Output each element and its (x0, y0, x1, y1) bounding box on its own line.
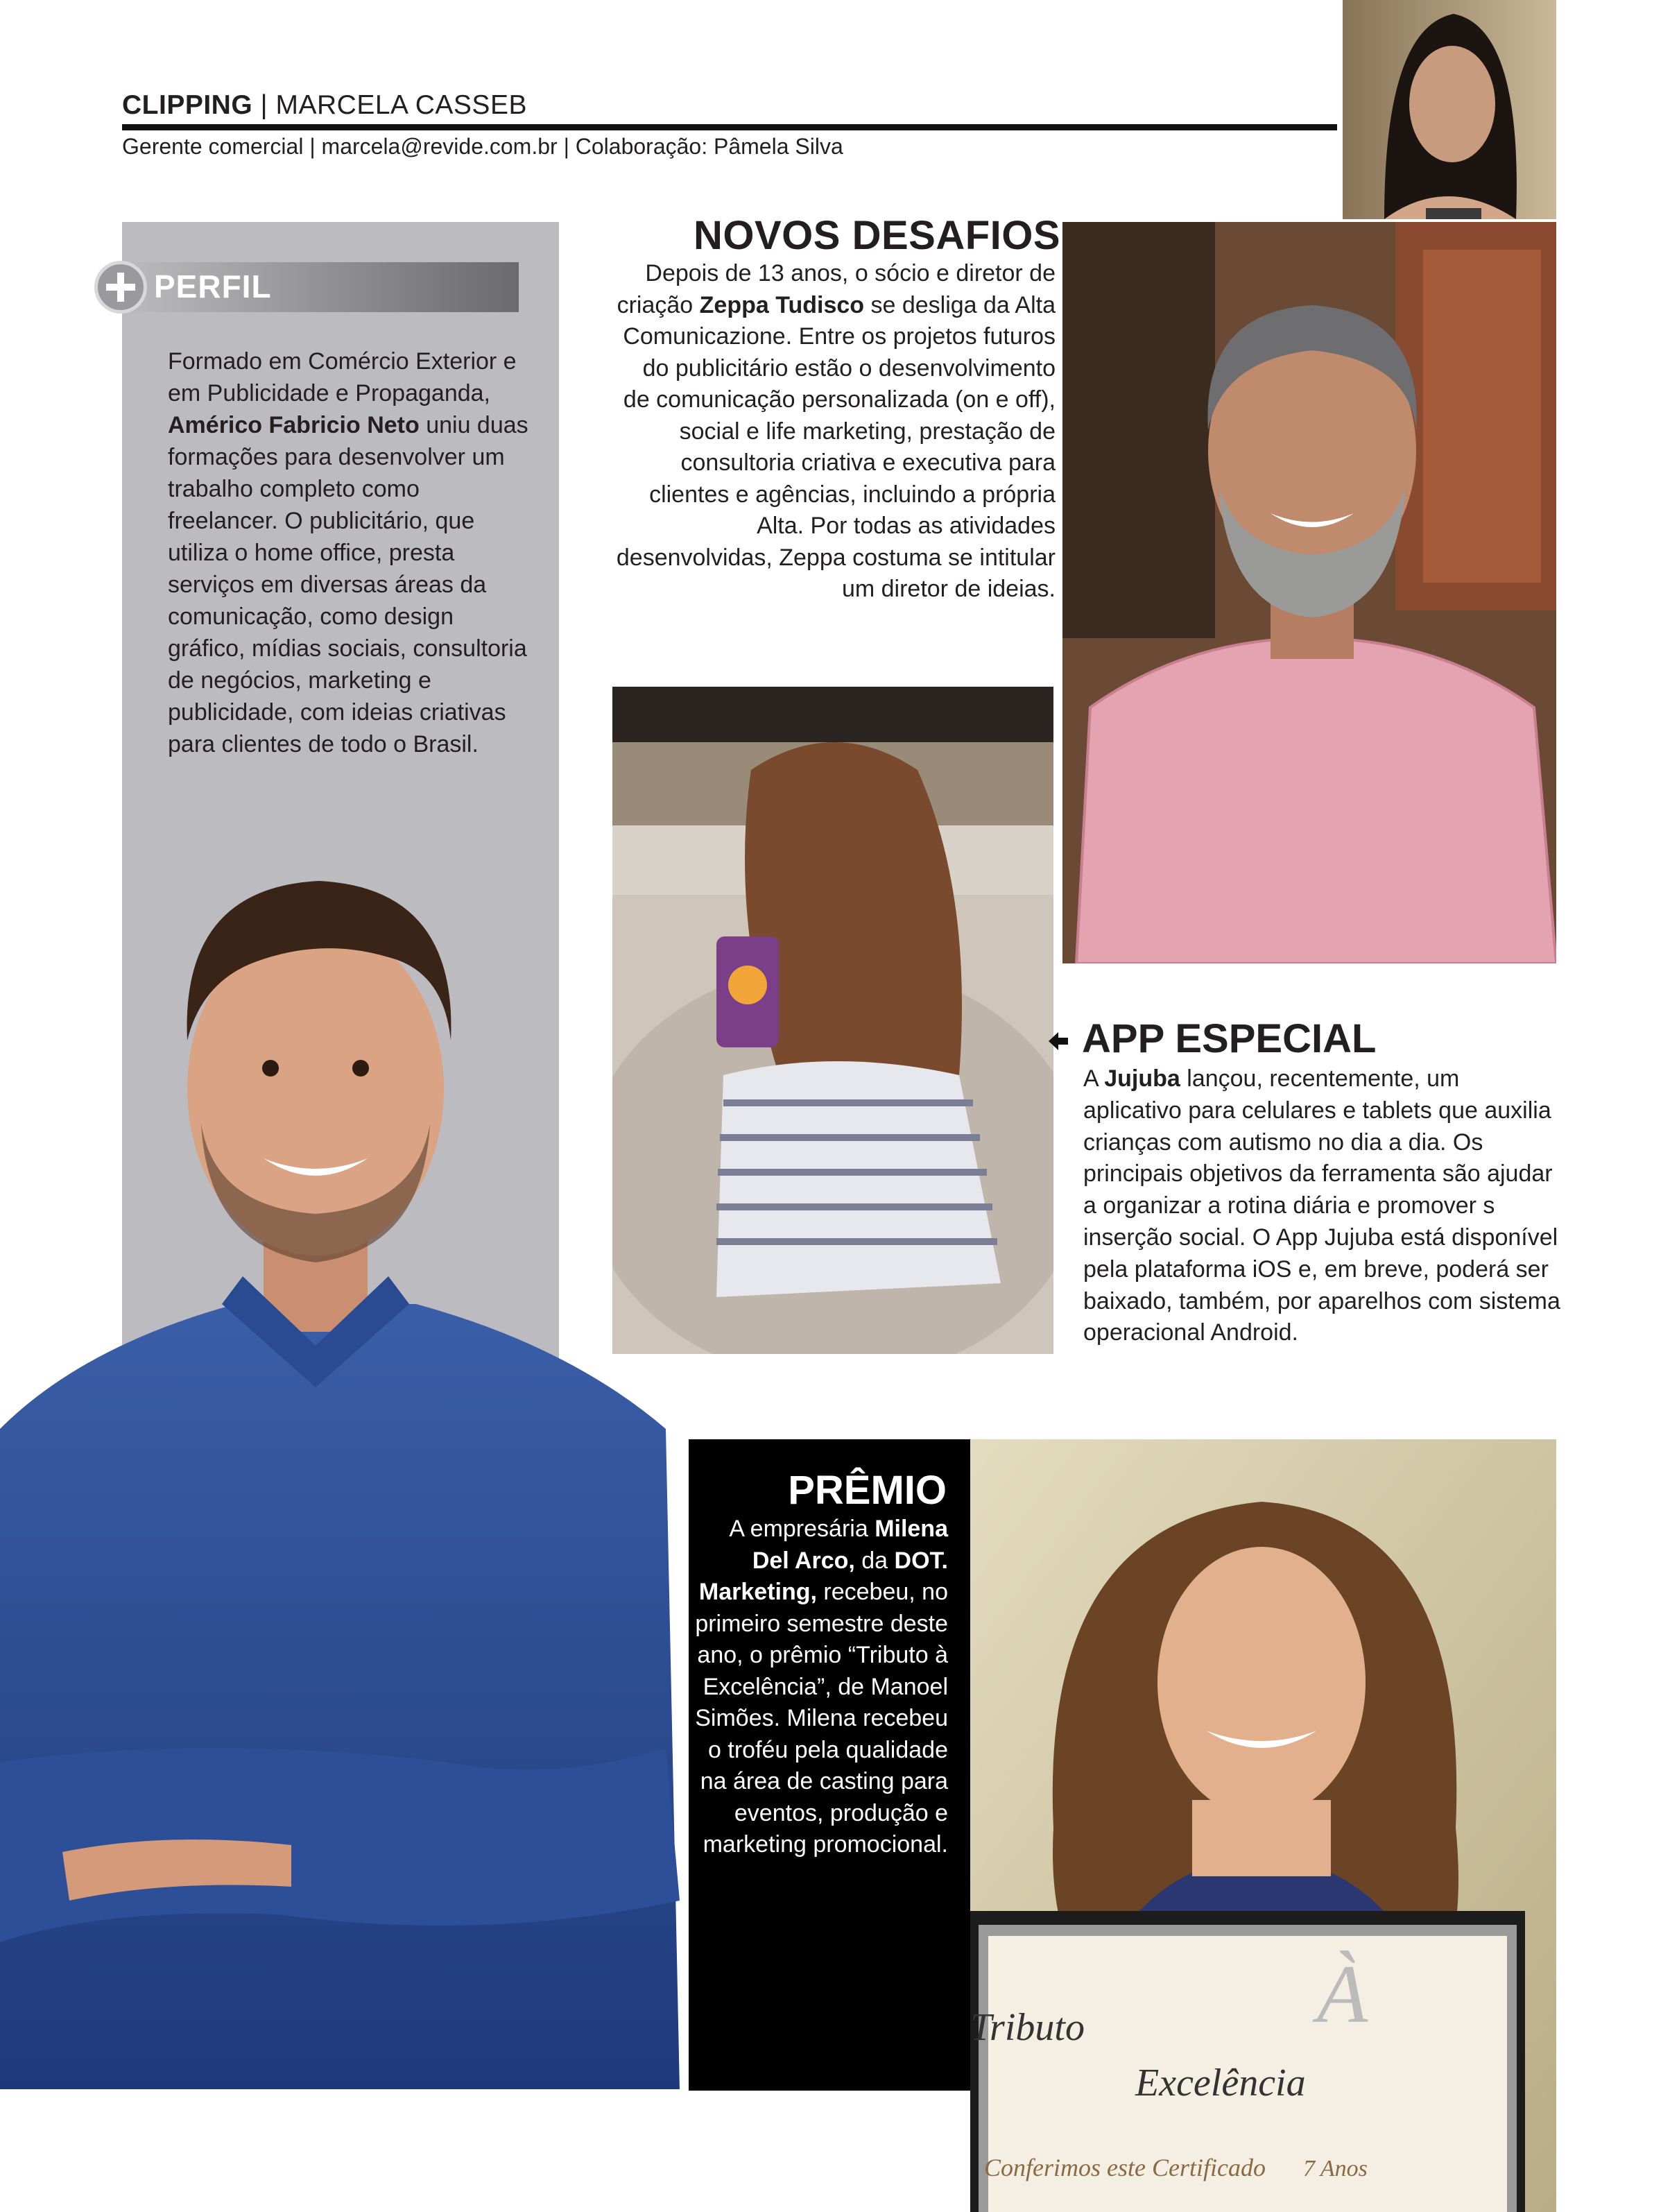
section-label: CLIPPING (122, 90, 253, 120)
perfil-text-body: uniu duas formações para desenvolver um trabalho completo como freelancer. O publicitário, que utiliza o home office, presta serviços em diversas áreas da comunicação, como design gráfico, mídias sociais, consultoria de negócios, marketing e publicidade, com ideias criativas para clientes de todo o Brasil. (168, 412, 528, 757)
header-separator: | (260, 90, 268, 120)
premio-person-name: Milena Del Arco, (752, 1516, 948, 1574)
perfil-title: PERFIL (154, 268, 272, 305)
premio-text-body: recebeu, no primeiro semestre deste ano, o prêmio “Tributo à Excelência”, de Manoel Simões. Milena recebeu o troféu pela qualidade na área de casting para eventos, produção e marketing promocional. (695, 1579, 948, 1858)
plus-icon-bar (117, 273, 124, 302)
columnist-name: MARCELA CASSEB (275, 90, 527, 120)
app-especial-text (1083, 1063, 1562, 1349)
plaque-text: Conferimos este Certificado (984, 2154, 1266, 2181)
perfil-person-name: Américo Fabricio Neto (168, 412, 420, 438)
plaque-years: 7 Anos (1303, 2156, 1368, 2181)
novos-desafios-title: NOVOS DESAFIOS (694, 213, 1061, 258)
premio-text-connector: da (854, 1547, 895, 1574)
premio-text (689, 1514, 948, 1861)
plaque-title-line2: Excelência (1135, 2061, 1306, 2104)
novos-desafios-text (610, 258, 1056, 606)
app-especial-text-body: lançou, recentemente, um aplicativo para celulares e tablets que auxilia crianças com autismo no dia a dia. Os principais objetivos da ferramenta são ajudar a organizar a rotina diária e promover s inserção social. O App Jujuba está disponível pela plataforma iOS e, em breve, poderá ser baixado, também, por aparelhos com sistema operacional Android. (1083, 1065, 1560, 1346)
novos-desafios-person-name: Zeppa Tudisco (699, 291, 865, 318)
arrow-left-icon (1044, 1027, 1074, 1056)
column-header (122, 90, 527, 121)
premio-photo (970, 1439, 1556, 2212)
novos-desafios-photo (1062, 222, 1556, 963)
perfil-portrait-photo (0, 860, 680, 2089)
premio-company-name: DOT. Marketing, (698, 1547, 948, 1605)
app-especial-text-intro: A (1083, 1065, 1105, 1092)
premio-text-intro: A empresária (729, 1516, 875, 1542)
perfil-text-intro: Formado em Comércio Exterior e em Publicidade e Propaganda, (168, 348, 517, 406)
header-subline: Gerente comercial | marcela@revide.com.br | Colaboração: Pâmela Silva (122, 134, 843, 159)
columnist-photo (1343, 0, 1556, 219)
perfil-text (168, 345, 528, 760)
plaque-title-line1: Tributo (970, 2006, 1085, 2049)
header-rule (122, 124, 1337, 130)
novos-desafios-text-body: se desliga da Alta Comunicazione. Entre os projetos futuros do publicitário estão o desenvolvimento de comunicação personalizada (on e off), social e life marketing, prestação de consultoria criativa e executiva para clientes e agências, incluindo a própria Alta. Por todas as atividades desenvolvidas, Zeppa costuma se intitular um diretor de ideias. (616, 291, 1056, 602)
app-especial-photo (612, 687, 1053, 1354)
premio-title: PRÊMIO (788, 1468, 947, 1513)
novos-desafios-text-intro: Depois de 13 anos, o sócio e diretor de criação (617, 260, 1056, 318)
app-especial-company-name: Jujuba (1104, 1065, 1180, 1092)
app-especial-title: APP ESPECIAL (1082, 1016, 1377, 1061)
plaque-initial: À (1317, 1948, 1368, 2040)
